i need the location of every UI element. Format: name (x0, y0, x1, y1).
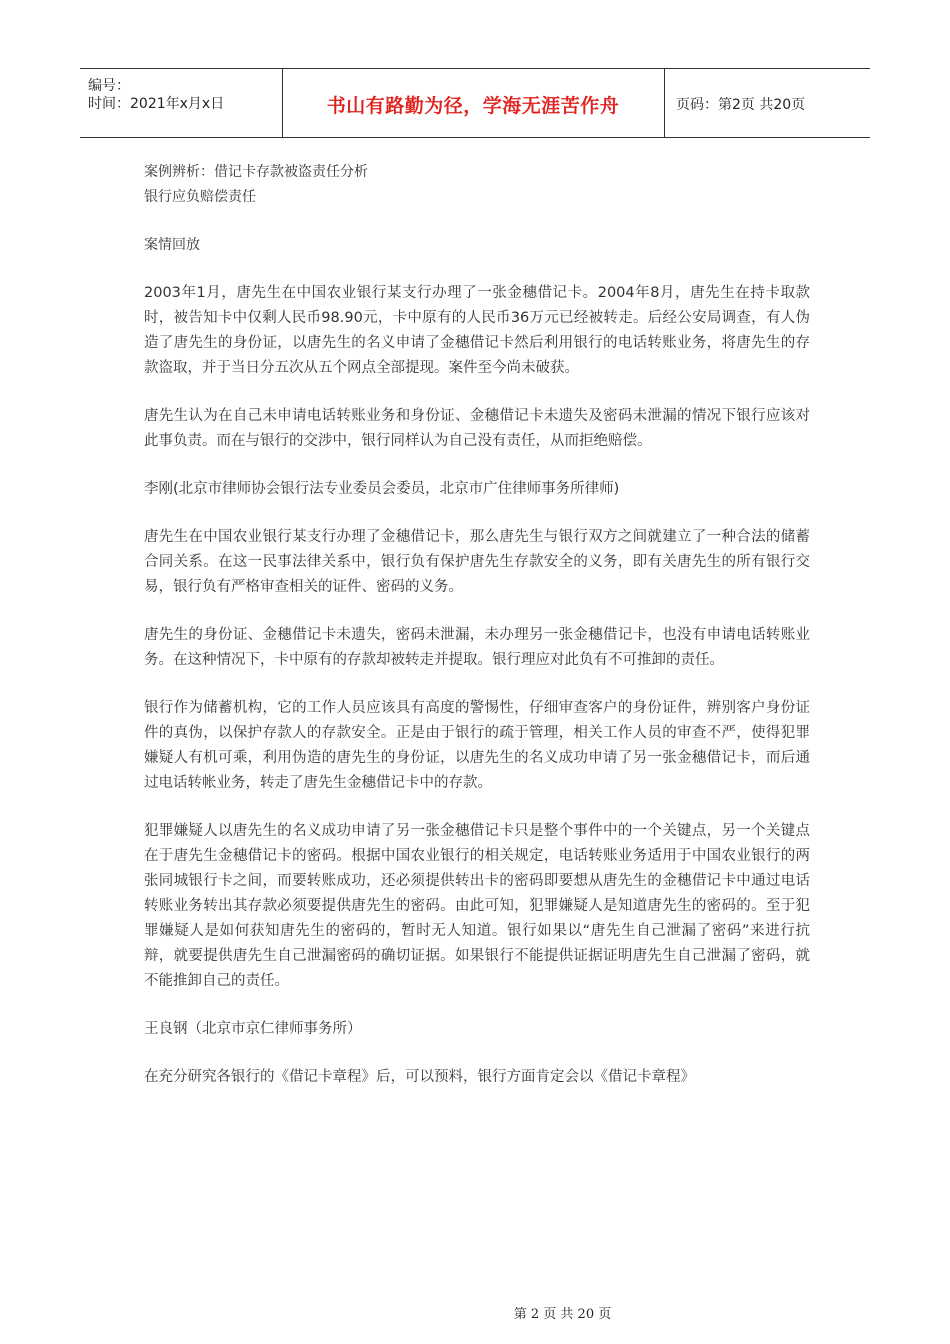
header-meta-cell (80, 69, 283, 137)
paragraph-3: 唐先生在中国农业银行某支行办理了金穗借记卡，那么唐先生与银行双方之间就建立了一种合法的储蓄合同关系。在这一民事法律关系中，银行负有保护唐先生存款安全的义务，即有关唐先生的所有银行交易，银行负有严格审查相关的证件、密码的义务。 (144, 529, 810, 595)
paragraph-2: 唐先生认为在自己未申请电话转账业务和身份证、金穗借记卡未遗失及密码未泄漏的情况下银行应该对此事负责。而在与银行的交涉中，银行同样认为自己没有责任，从而拒绝赔偿。 (144, 408, 810, 449)
expert-name-2: 王良钢（北京市京仁律师事务所） (144, 1021, 362, 1037)
paragraph-5: 银行作为储蓄机构，它的工作人员应该具有高度的警惕性，仔细审查客户的身份证件，辨别客户身份证件的真伪，以保护存款人的存款安全。正是由于银行的疏于管理，相关工作人员的审查不严，使得犯罪嫌疑人有机可乘，利用伪造的唐先生的身份证，以唐先生的名义成功申请了另一张金穗借记卡，而后通过电话转帐业务，转走了唐先生金穗借记卡中的存款。 (144, 700, 810, 791)
number-label: 编号： (88, 78, 130, 94)
time-label: 时间：2021年x月x日 (88, 96, 225, 112)
page-info: 页码：第2页 共20页 (676, 97, 806, 113)
document-header (80, 68, 870, 138)
paragraph-4: 唐先生的身份证、金穗借记卡未遗失，密码未泄漏，未办理另一张金穗借记卡，也没有申请电话转账业务。在这种情况下，卡中原有的存款却被转走并提取。银行理应对此负有不可推卸的责任。 (144, 627, 810, 668)
article-subtitle: 银行应负赔偿责任 (144, 189, 256, 205)
paragraph-6: 犯罪嫌疑人以唐先生的名义成功申请了另一张金穗借记卡只是整个事件中的一个关键点，另一个关键点在于唐先生金穗借记卡的密码。根据中国农业银行的相关规定，电话转账业务适用于中国农业银行的两张同城银行卡之间，而要转账成功，还必须提供转出卡的密码即要想从唐先生的金穗借记卡中通过电话转账业务转出其存款必须要提供唐先生的密码。由此可知，犯罪嫌疑人是知道唐先生的密码的。至于犯罪嫌疑人是如何获知唐先生的密码的，暂时无人知道。银行如果以“唐先生自己泄漏了密码”来进行抗辩，就要提供唐先生自己泄漏密码的确切证据。如果银行不能提供证据证明唐先生自己泄漏了密码，就不能推卸自己的责任。 (144, 823, 810, 989)
paragraph-1: 2003年1月，唐先生在中国农业银行某支行办理了一张金穗借记卡。2004年8月，唐先生在持卡取款时，被告知卡中仅剩人民币98.90元，卡中原有的人民币36万元已经被转走。后经公安局调查，有人伪造了唐先生的身份证，以唐先生的名义申请了金穗借记卡然后利用银行的电话转账业务，将唐先生的存款盗取，并于当日分五次从五个网点全部提现。案件至今尚未破获。 (144, 285, 810, 376)
motto: 书山有路勤为径，学海无涯苦作舟 (326, 95, 620, 117)
document-body (144, 160, 810, 1090)
page-footer: 第 2 页 共 20 页 (513, 1307, 612, 1322)
paragraph-7: 在充分研究各银行的《借记卡章程》后，可以预料，银行方面肯定会以《借记卡章程》 (144, 1069, 695, 1085)
header-page-cell (666, 69, 870, 137)
article-title: 案例辨析：借记卡存款被盗责任分析 (144, 164, 368, 180)
section-heading-case: 案情回放 (144, 237, 200, 253)
header-motto-cell (282, 69, 665, 137)
expert-name-1: 李刚(北京市律师协会银行法专业委员会委员，北京市广住律师事务所律师) (144, 481, 620, 497)
